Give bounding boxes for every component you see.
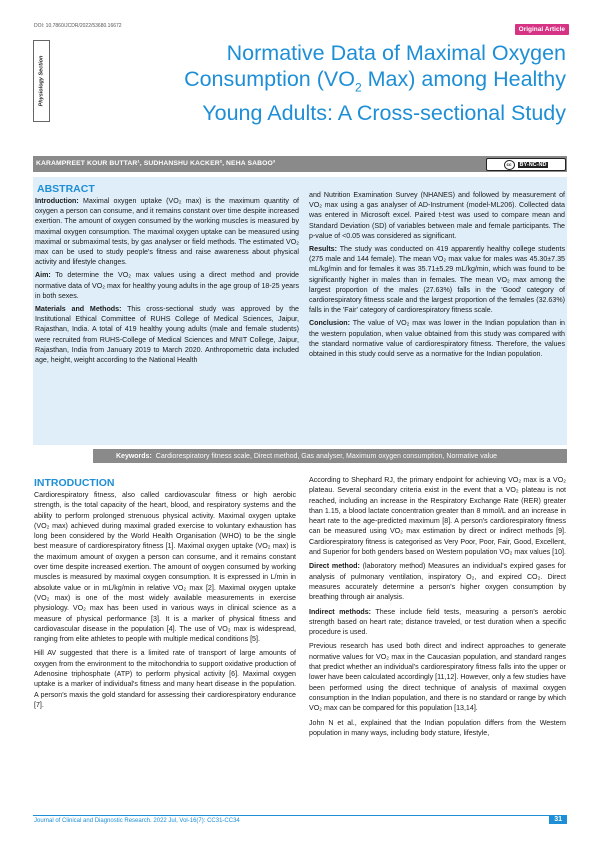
intro-paragraph-3: According to Shephard RJ, the primary endpoint for achieving VO₂ max is a VO₂ plateau. Several secondary criteria exist in the event that a VO₂ plateau is not reached, including an increase in the Respiratory Exchange Rate (RER) greater than 1.15, a blood lactate concentration greater than 8 mmol/L and an increase in heart rate to the age-predicted maximum [8]. A person's cardiorespiratory fitness can be measured using VO₂ max estimation by direct or indirect methods [9]. Cardiorespiratory fitness is categorised as Very Poor, Poor, Fair, Good, Excellent, and Superior for both genders based on Western population VO₂ max values [10].	[309, 476, 566, 557]
intro-paragraph-4: Direct method: (laboratory method) Measures an individual's expired gases for analysis of pulmonary ventilation, inspiratory O₂, and expired CO₂. Direct measures accurately determine a person's higher oxygen consumption by breathing through air analysis.	[309, 562, 567, 602]
license-badge[interactable]	[486, 158, 566, 171]
abstract-left-column	[35, 196, 299, 368]
keywords-text: Cardiorespiratory fitness scale, Direct method, Gas analyser, Maximum oxygen consumption, Normative value	[155, 452, 497, 460]
section-label-box	[33, 40, 50, 122]
intro-paragraph-5: Indirect methods: These include field tests, measuring a person's aerobic strength based on heart rate; distance traveled, or test duration when a specific procedure is used.	[309, 607, 566, 637]
article-type-badge: Original Article	[515, 24, 569, 35]
title-line-3: Young Adults: A Cross-sectional Study	[202, 101, 566, 126]
intro-paragraph-1: Cardiorespiratory fitness, also called cardiovascular fitness or high aerobic strength, is the total capacity of the heart, blood, and respiratory systems and the ability to perform prolonged strenuous physical activity. Maximal oxygen uptake (VO₂ max) achieved during maximal graded exercise to voluntary exhaustion has long been considered by the World Health Organisation (WHO) to be the single best measure of cardiorespiratory fitness [1]. Maximal oxygen uptake (VO₂ max) is the maximum amount of oxygen a person can consume, and it remains constant over time despite increased exertion. The amount of oxygen consumed by working muscles is measured by maximal oxygen consumption. It is expressed in L/min in absolute value or in mL/kg/min in relative VO₂ max [2]. Maximal oxygen uptake (VO₂ max) is one of the most widely available measurements in exercise physiology. VO₂ max has been used in various ways in clinical science as a measure of physical performance [3]. It is a marker of physical fitness and cardiovascular disease in the population [4]. The use of VO₂ max is widespread, ranging from elite athletes to people with multiple medical conditions [5].	[34, 491, 296, 644]
introduction-heading: INTRODUCTION	[34, 477, 115, 489]
abstract-introduction: Introduction: Maximal oxygen uptake (VO₂ max) is the maximum quantity of oxygen a person can consume, and it remains constant over time despite increased exertion. The amount of oxygen consumed by the working muscles is measured by maximal oxygen consumption. The maximal oxygen uptake can be measured using maximal or submaximal tests, by gas analyser or field methods. The estimated VO₂ max can be used to study people's fitness and raise awareness about physical activity and lifestyle changes.	[35, 197, 299, 267]
intro-paragraph-6: Previous research has used both direct and indirect approaches to generate normative values for VO₂ max in the Caucasian population, and standard ranges that predict whether an individual's cardiorespiratory fitness falls into the upper or lower have been calculated accordingly [11,12]. However, only a few studies have been performed using the direct technique of analysis of maximal oxygen consumption in the Indian population, and there is no standard or range by which VO₂ max can be compared for this population [13,14].	[309, 642, 566, 713]
section-label: Physiology Section	[38, 55, 45, 107]
abstract-heading: ABSTRACT	[37, 183, 95, 195]
title-line-2: Consumption ($VO_2$ Max) among Healthy	[184, 67, 566, 95]
keywords-label: Keywords:	[116, 452, 152, 460]
doi-text: DOI: 10.7860/JCDR/2022/53680.16672	[34, 23, 122, 29]
page-number: 31	[549, 815, 567, 824]
article-title	[100, 40, 566, 126]
footer-divider	[33, 815, 567, 816]
abstract-methods-cont: and Nutrition Examination Survey (NHANES) and followed by measurement of VO₂ max using a gas analyser of AD-Instrument (model-ML206). Collected data was entered in Microsoft excel. Paired t-test was used to compare mean and Standard Deviation (SD) of variables between male and female participants. The p-value of <0.05 was considered as significant.	[309, 191, 565, 240]
abstract-methods: Materials and Methods: This cross-sectional study was approved by the Institutional Ethical Committee of RUHS College of Medical Sciences, Jaipur, Rajasthan, India. A total of 419 healthy young adults (male and female students) were recruited from RUHS-College of Medical Sciences and MNIT College, Jaipur, Rajasthan, India from January 2019 to March 2020. Anthropometric data included age, height, weight according to the National Health	[35, 305, 299, 365]
intro-paragraph-7: John N et al., explained that the Indian population differs from the Western population in many ways, including body stature, lifestyle,	[309, 718, 566, 737]
body-left-column	[34, 490, 296, 714]
abstract-results: Results: The study was conducted on 419 apparently healthy college students (275 male and 144 female). The mean VO₂ max value for males was 45.30±7.35 mL/kg/min and for females it was 35.71±5.29 mL/kg/min, which was found to be significantly higher in males than in females. The mean VO₂ max among the largest proportion of the males (27.63%) falls in the 'Good' category of cardiorespiratory fitness scale and the largest proportion of the females (32.63%) falls in the 'Fair' category of cardiorespiratory fitness scale.	[309, 245, 565, 315]
abstract-right-column	[309, 190, 565, 362]
title-line-1: Normative Data of Maximal Oxygen	[226, 41, 566, 65]
cc-icon: cc	[504, 160, 515, 170]
abstract-conclusion: Conclusion: The value of VO₂ max was lower in the Indian population than in the western population, when value obtained from this study was compared with the standard normative value of cardiorespiratory fitness. Therefore, the values obtained in this study could serve as a normative for the Indian population.	[309, 319, 565, 359]
abstract-aim: Aim: To determine the VO₂ max values using a direct method and provide normative data of VO₂ max for healthy young adults in the age group of 18-25 years in both sexes.	[35, 271, 299, 300]
intro-paragraph-2: Hill AV suggested that there is a limited rate of transport of large amounts of oxygen from the environment to the mitochondria to support oxidative production of Adenosine triphosphate (ATP) to perform physical activity [6]. Maximal oxygen uptake is a marker of individual's fitness and many heart disease in the population. A person's maxis the gold standard for assessing their cardiorespiratory endurance [7].	[34, 649, 296, 709]
keywords-bar	[93, 449, 567, 463]
footer-journal: Journal of Clinical and Diagnostic Research. 2022 Jul, Vol-16(7): CC31-CC34	[34, 818, 240, 824]
body-right-column	[309, 475, 566, 742]
authors: KARAMPREET KOUR BUTTAR¹, SUDHANSHU KACKER², NEHA SABOO³	[36, 160, 276, 167]
license-label: BY-NC-ND	[519, 161, 547, 168]
